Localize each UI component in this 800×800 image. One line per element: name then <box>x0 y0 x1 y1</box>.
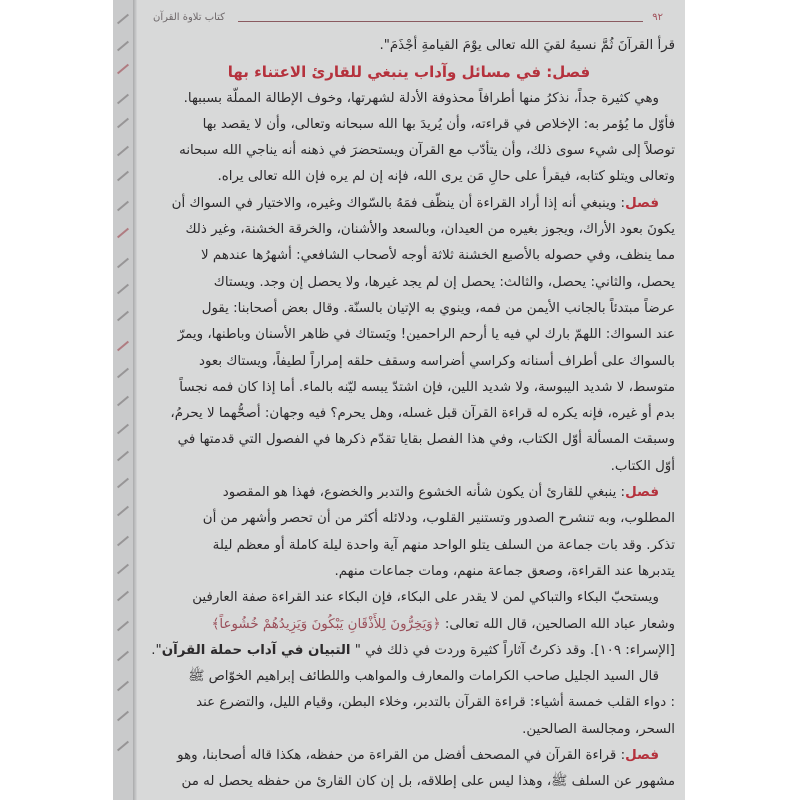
adjacent-text-fragment <box>117 424 129 435</box>
text-line: بالسواك على أطراف أسنانه وكراسي أضراسه وسقف حلقه إمراراً لطيفاً، ويستاك بعود <box>199 353 675 369</box>
adjacent-text-fragment <box>117 341 129 352</box>
text-line <box>143 743 675 769</box>
text-line: مشهور عن السلف ﷺ، وهذا ليس على إطلاقه، بل إن كان القارئ من حفظه يحصل له من <box>181 774 675 790</box>
adjacent-text-fragment <box>117 451 129 462</box>
adjacent-text-fragment <box>117 681 129 692</box>
adjacent-page-edge <box>113 0 135 800</box>
adjacent-text-fragment <box>117 396 129 407</box>
section-label: فصل <box>625 485 659 501</box>
text-line: قال السيد الجليل صاحب الكرامات والمعارف والمواهب واللطائف إبراهيم الخوّاص ﷺ <box>188 669 659 685</box>
text-line: يكونَ بعود الأراك، ويجوز بغيره من العيدان، وبالسعد والأشنان، والخرقة الخشنة، وغير ذلك <box>185 222 675 238</box>
text-span: ". <box>151 642 162 658</box>
running-title: كتاب تلاوة القرآن <box>153 12 225 23</box>
text-line <box>143 191 675 217</box>
text-line: يتدبرها عند القراءة، وصعق جماعة منهم، ومات جماعات منهم. <box>334 563 675 579</box>
running-header <box>143 12 671 28</box>
book-page <box>137 0 685 800</box>
book-title: التبيان في آداب حملة القرآن <box>161 642 351 658</box>
text-line: قرأ القرآنَ ثُمَّ نسيهُ لقيَ الله تعالى يوْمَ القيامةِ أجْذَمَ". <box>379 38 675 53</box>
adjacent-text-fragment <box>117 591 129 602</box>
adjacent-text-fragment <box>117 284 129 295</box>
page-number: ٩٢ <box>652 12 663 23</box>
text-span: [الإسراء: ١٠٩]. وقد ذكرتُ آثاراً كثيرة وردت في ذلك في " <box>350 642 675 658</box>
adjacent-text-fragment <box>117 64 129 75</box>
text-line <box>143 480 675 506</box>
adjacent-text-fragment <box>117 311 129 322</box>
adjacent-text-fragment <box>117 741 129 752</box>
adjacent-text-fragment <box>117 621 129 632</box>
text-span: وشعار عباد الله الصالحين، قال الله تعالى: <box>440 616 675 632</box>
text-span: : ينبغي للقارئ أن يكون شأنه الخشوع والتدبر والخضوع، فهذا هو المقصود <box>222 485 626 501</box>
adjacent-text-fragment <box>117 711 129 722</box>
text-line: تذكر. وقد بات جماعة من السلف يتلو الواحد منهم آية واحدة ليلة كاملة أو معظم ليلة <box>212 537 675 553</box>
text-line: توصلاً إلى شيء سوى ذلك، وأن يتأدّب مع القرآن ويستحضرَ في ذهنه أنه يناجي الله سبحانه <box>179 143 675 159</box>
adjacent-text-fragment <box>117 201 129 212</box>
text-span: : قراءة القرآن في المصحف أفضل من القراءة من حفظه، هكذا قاله أصحابنا، وهو <box>177 748 626 764</box>
adjacent-text-fragment <box>117 651 129 662</box>
adjacent-text-fragment <box>117 478 129 489</box>
text-line: عند السواك: اللهمّ بارك لي فيه يا أرحم الراحمين! ويَستاك في ظاهر الأسنان وباطنها، ويمرّ <box>177 327 675 343</box>
text-span: : وينبغي أنه إذا أراد القراءة أن ينظّف فمَهُ بالسّواك وغيره، والاختيار في السواك أن <box>171 195 626 211</box>
quran-verse: ﴿وَيَخِرُّونَ لِلأَذْقَانِ يَبْكُونَ وَيَزِيدُهُمْ خُشُوعاً﴾ <box>211 616 441 632</box>
text-line: متوسط، لا شديد اليبوسة، ولا شديد اللين، فإن اشتدّ يبسه ليّنه بالماء. أما إذا كان فمه نجساً <box>179 379 675 395</box>
adjacent-text-fragment <box>117 228 129 239</box>
adjacent-text-fragment <box>117 41 129 52</box>
text-line <box>143 612 675 638</box>
adjacent-text-fragment <box>117 368 129 379</box>
text-line: وهي كثيرة جداً، نذكرُ منها أطرافاً محذوفة الأدلة لشهرتها، وخوف الإطالة المملّة بسببها. <box>183 90 659 106</box>
section-heading: فصل: في مسائل وآداب ينبغي للقارئ الاعتناء بها <box>227 63 591 82</box>
adjacent-text-fragment <box>117 536 129 547</box>
text-line <box>143 638 675 664</box>
text-line: فأوّل ما يُؤمر به: الإخلاص في قراءته، وأن يُريدَ بها الله سبحانه وتعالى، وأن لا يقصد بها <box>202 116 675 132</box>
text-line: : دواء القلب خمسة أشياء: قراءة القرآن بالتدبر، وخلاء البطن، وقيام الليل، والتضرع عند <box>196 695 675 711</box>
text-line: بدم أو غيره، فإنه يكره له قراءة القرآن قبل غسله، وهل يحرم؟ فيه وجهان: أصحُّهما لا يحرمُ، <box>170 406 675 422</box>
text-line: ويستحبّ البكاء والتباكي لمن لا يقدر على البكاء، فإن البكاء عند القراءة صفة العارفين <box>192 590 659 606</box>
adjacent-text-fragment <box>117 94 129 105</box>
text-line: أوّل الكتاب. <box>610 458 675 474</box>
adjacent-text-fragment <box>117 14 129 25</box>
text-line: يحصل، والثاني: يحصل، والثالث: يحصل إن لم يجد غيرها، ولا يحصل إن وجد. ويستاك <box>213 274 675 290</box>
adjacent-text-fragment <box>117 258 129 269</box>
section-label: فصل <box>625 195 659 211</box>
page-body <box>143 33 675 796</box>
adjacent-text-fragment <box>117 506 129 517</box>
adjacent-text-fragment <box>117 171 129 182</box>
text-line: عرضاً مبتدئاً بالجانب الأيمن من فمه، وينوي به الإتيان بالسنّة. وقال بعض أصحابنا: يقول <box>201 300 675 316</box>
text-line: المطلوب، وبه تنشرح الصدور وتستنير القلوب، ودلائله أكثر من أن تحصر وأشهر من أن <box>202 511 675 527</box>
text-line: السحر، ومجالسة الصالحين. <box>522 721 675 737</box>
adjacent-text-fragment <box>117 564 129 575</box>
header-rule <box>238 21 643 22</box>
section-label: فصل <box>625 748 659 764</box>
adjacent-text-fragment <box>117 118 129 129</box>
text-line: وسبقت المسألة أوّل الكتاب، وفي هذا الفصل بقايا تقدّم ذكرها في الفصول التي قدمتها في <box>177 432 675 448</box>
adjacent-text-fragment <box>117 146 129 157</box>
text-line: وتعالى ويتلو كتابه، فيقرأ على حالِ مَن يرى الله، فإنه إن لم يره فإن الله تعالى يراه. <box>217 169 675 185</box>
text-line: مما ينظف، وفي حصوله بالأصبع الخشنة ثلاثة أوجه لأصحاب الشافعي: أشهرُها عندهم لا <box>201 248 675 264</box>
